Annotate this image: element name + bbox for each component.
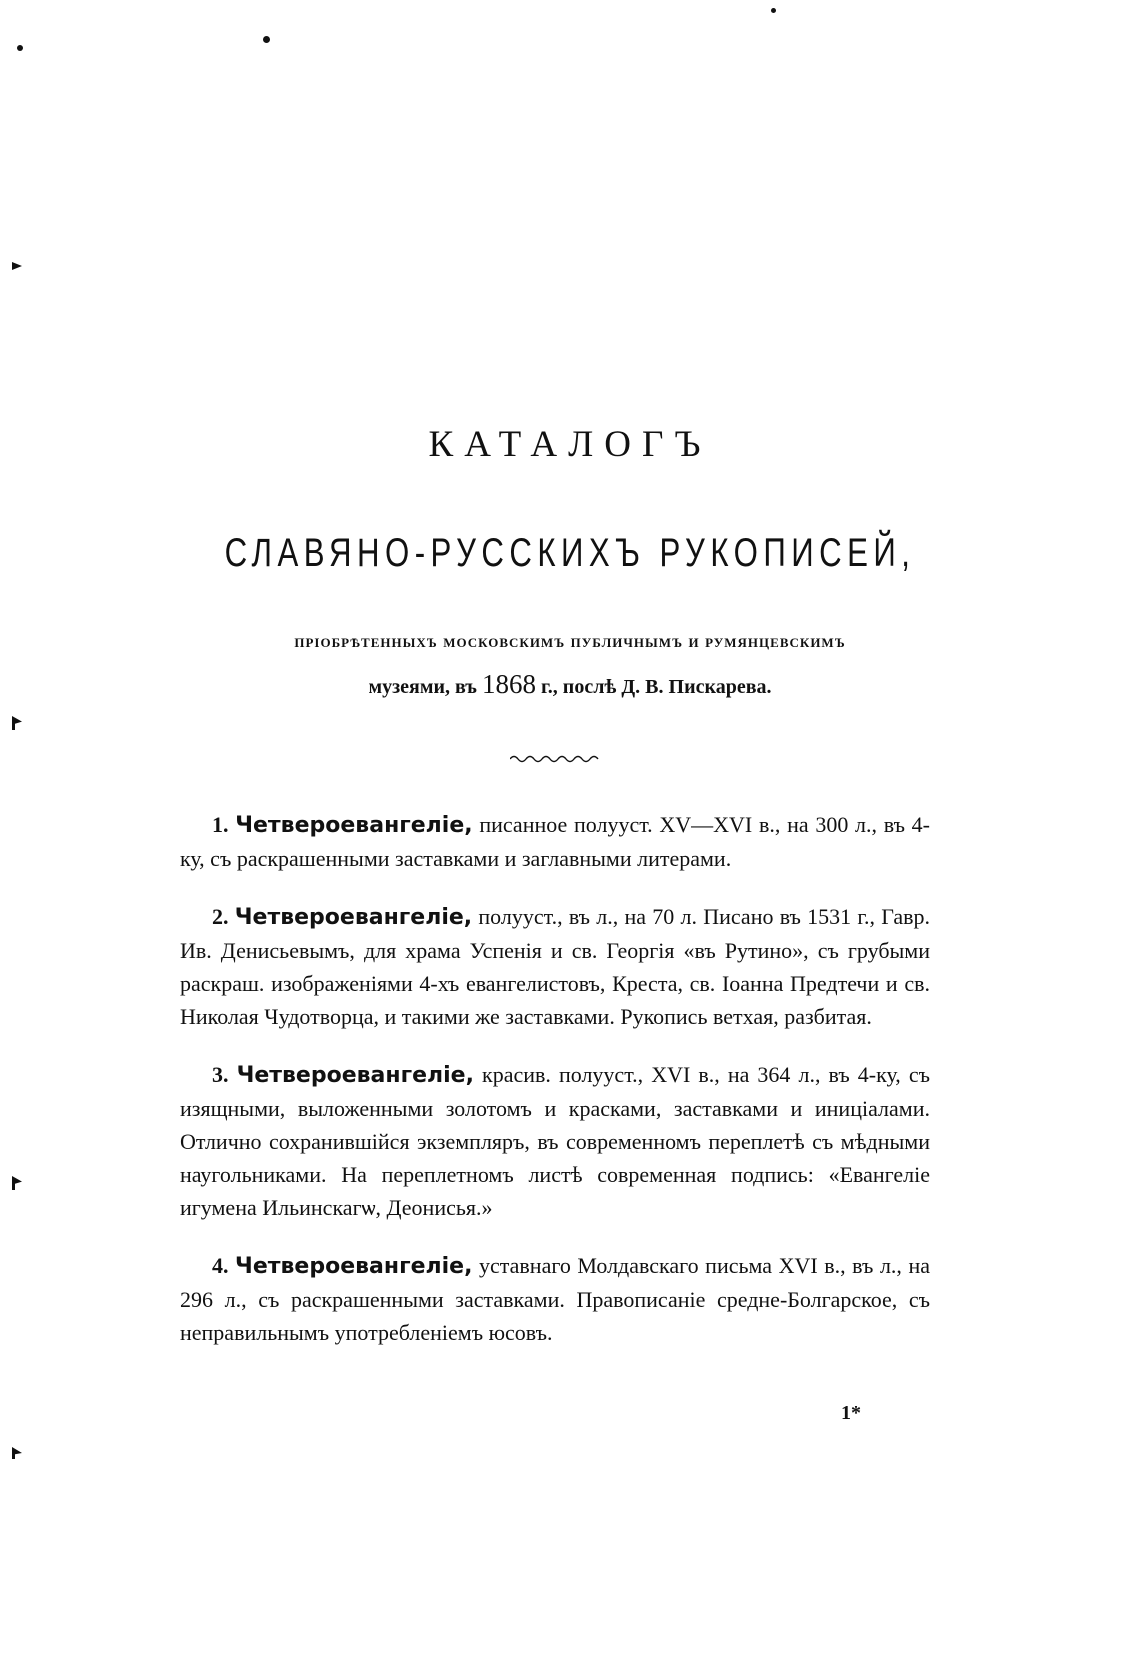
entry-number: 3. — [212, 1062, 229, 1087]
entry-heading: Четвероевангеліе, — [235, 813, 473, 838]
entry-text: писанное полууст. XV—XVI в., на 300 л., въ 4-ку, съ раскрашенными заставками и заглавными литерами. — [180, 812, 931, 871]
entry-number: 1. — [212, 812, 229, 837]
description-year: 1868 — [481, 669, 536, 699]
entry-number: 4. — [212, 1253, 229, 1278]
margin-arrow-mark — [12, 262, 22, 270]
catalog-description — [0, 620, 1140, 709]
scan-speck — [263, 36, 270, 43]
entry-heading: Четвероевангеліе, — [236, 1063, 474, 1088]
entry-text: уставнаго Молдавскаго письма XVI в., въ л., на 296 л., съ раскрашенными заставками. Правописаніе средне-Болгарское, съ неправильнымъ употребленіемъ юсовъ. — [180, 1253, 930, 1345]
catalog-entry-3 — [180, 1058, 930, 1224]
description-line-2 — [0, 663, 1140, 709]
description-after-year: г., послѣ Д. В. Пискарева. — [540, 676, 772, 698]
catalog-entry-2 — [180, 900, 930, 1033]
catalog-entry-1 — [180, 808, 930, 875]
entries-list — [180, 808, 930, 1374]
wavy-divider — [510, 753, 602, 763]
sheet-signature-mark: 1* — [841, 1402, 861, 1424]
description-line-1: пріобрѣтенныхъ московскимъ публичнымъ и румянцевскимъ — [294, 631, 846, 651]
page-title: КАТАЛОГЪ — [428, 423, 712, 465]
description-before-year: музеями, въ — [368, 676, 477, 698]
page-subtitle: СЛАВЯНО-РУССКИХЪ РУКОПИСЕЙ, — [224, 531, 916, 576]
entry-number: 2. — [212, 904, 229, 929]
entry-heading: Четвероевангеліе, — [235, 1254, 473, 1279]
margin-arrow-mark — [12, 1447, 22, 1459]
scan-speck — [17, 45, 23, 51]
entry-text: полууст., въ л., на 70 л. Писано въ 1531 г., Гавр. Ив. Денисьевымъ, для храма Успенія и св. Георгія «въ Рутино», съ грубыми раскраш. изображеніями 4-хъ евангелистовъ, Креста, св. Іоанна Предтечи и св. Николая Чудотворца, и такими же заставками. Рукопись ветхая, разбитая. — [180, 904, 931, 1029]
margin-arrow-mark — [12, 716, 22, 730]
catalog-entry-4 — [180, 1249, 930, 1349]
entry-text: красив. полууст., XVI в., на 364 л., въ 4-ку, съ изящными, выложенными золотомъ и красками, заставками и иниціалами. Отлично сохранившійся экземпляръ, въ современномъ переплетѣ съ мѣдными наугольниками. На переплетномъ листѣ современная подпись: «Евангеліе игумена Ильинскагѡ, Деонисья.» — [180, 1062, 930, 1220]
margin-arrow-mark — [12, 1176, 22, 1190]
entry-heading: Четвероевангеліе, — [234, 905, 473, 930]
scan-speck — [771, 8, 776, 13]
